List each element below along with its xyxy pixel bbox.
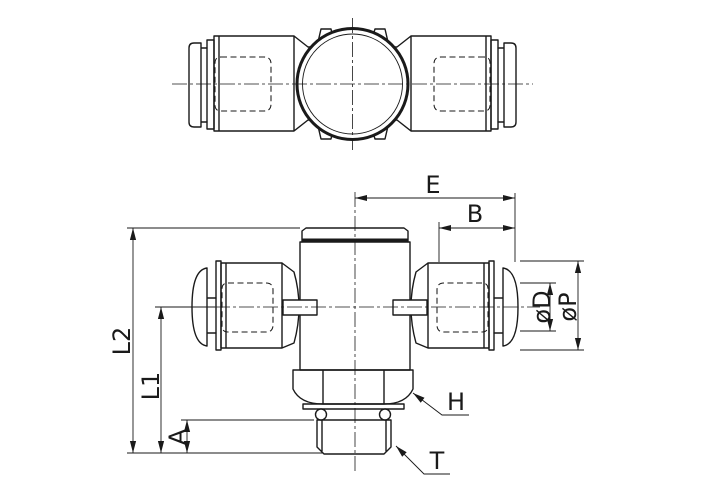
dim-label-B: B — [466, 200, 484, 228]
arrow-B-right — [503, 225, 515, 231]
front-left-bore-hidden — [222, 283, 273, 332]
top-right-release-ring — [491, 40, 498, 129]
front-right-release-ring — [489, 261, 494, 350]
top-right-end-cap — [498, 43, 516, 127]
dim-label-L1: L1 — [137, 371, 165, 401]
front-view — [192, 192, 540, 472]
front-right-release-paddle — [393, 300, 427, 315]
dim-label-A: A — [164, 428, 192, 446]
dimensions — [108, 171, 584, 475]
dim-label-E: E — [425, 171, 441, 199]
arrow-dP-top — [575, 261, 581, 273]
arrow-H-leader — [413, 393, 425, 403]
dimension-lines — [133, 198, 578, 453]
dim-label-dia-P: øP — [554, 292, 582, 322]
seal-bump-left — [316, 409, 327, 420]
front-right-bore-hidden — [437, 283, 488, 332]
thread-stud — [317, 420, 391, 454]
arrow-E-right — [503, 195, 515, 201]
hex-nut — [293, 370, 413, 404]
front-left-release-paddle — [283, 300, 317, 315]
arrow-L1-top — [158, 307, 164, 319]
arrow-L2-bottom — [130, 441, 136, 453]
arrow-E-left — [355, 195, 367, 201]
dim-label-dia-D: øD — [528, 290, 556, 324]
leader-label-H: H — [446, 388, 466, 416]
top-left-release-ring — [207, 40, 214, 129]
dim-label-L2: L2 — [108, 326, 136, 356]
washer — [303, 404, 404, 409]
arrow-dP-bottom — [575, 338, 581, 350]
top-view — [172, 18, 533, 150]
arrow-B-left — [439, 225, 451, 231]
seal-bump-right — [380, 409, 391, 420]
top-left-end-cap — [189, 43, 207, 127]
extension-lines — [127, 193, 584, 453]
front-left-release-ring — [216, 261, 221, 350]
leader-label-T: T — [429, 447, 445, 475]
arrowheads — [130, 195, 581, 457]
arrow-L2-top — [130, 228, 136, 240]
